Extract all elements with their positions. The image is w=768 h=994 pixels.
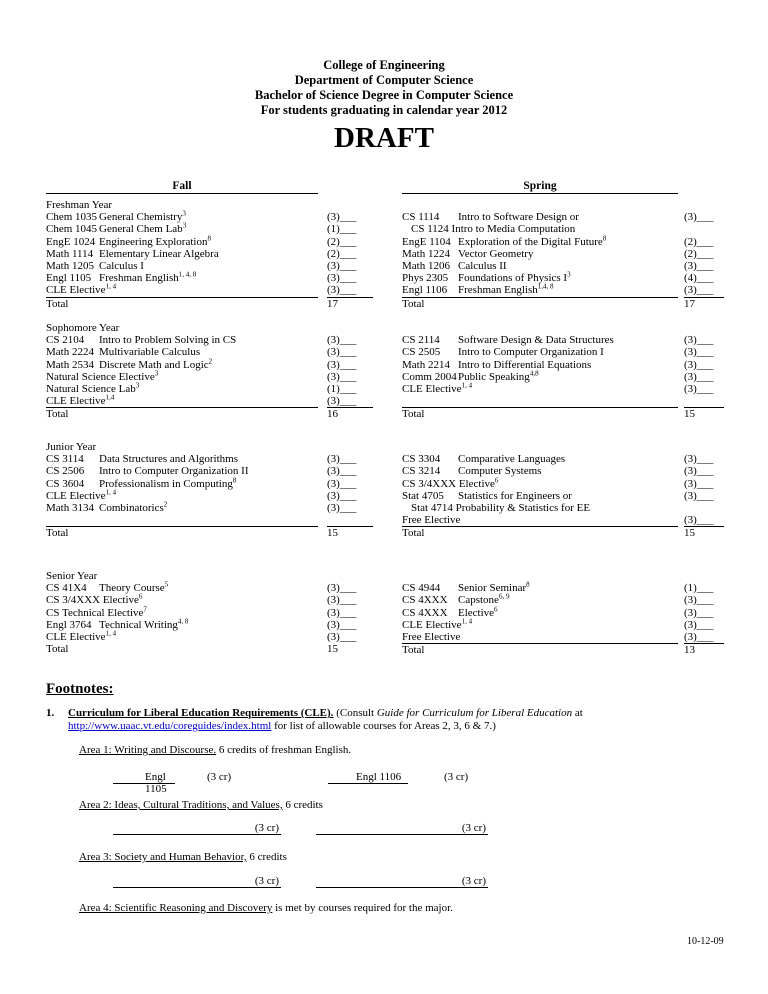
course-code: CS 3/4XXX Elective$^6$ <box>402 475 499 490</box>
freshman-fall-column <box>46 199 318 310</box>
course-line <box>46 284 318 297</box>
course-code: Engl 1106 <box>402 284 448 297</box>
course-title: General Chem Lab$^3$ <box>99 221 187 236</box>
graduation-year: For students graduating in calendar year 2012 <box>260 103 508 117</box>
course-code: Free Elective <box>402 514 461 527</box>
footnote-ref: 3 <box>154 369 159 378</box>
course-title: Engineering Exploration$^8$ <box>99 233 211 248</box>
freshman-spring-total: Total <box>402 297 425 310</box>
course-code: CS 2114 <box>402 334 440 347</box>
area-1-course-1: Engl 1105 <box>145 771 167 795</box>
credit-value: (2)___ <box>684 235 714 248</box>
course-line <box>402 453 678 465</box>
credit-value: (3)___ <box>327 358 357 371</box>
course-code: CLE Elective$^{1,4}$ <box>46 393 115 408</box>
credit-value: (3)___ <box>684 514 724 527</box>
course-code: EngE 1104 <box>402 235 451 248</box>
freshman-year-label: Freshman Year <box>46 199 112 211</box>
course-title: Public Speaking$^{4,8}$ <box>458 369 539 383</box>
credit-value: (3)___ <box>684 453 714 466</box>
footnote-ref: 1, 4 <box>105 488 117 497</box>
area-4 <box>79 902 453 914</box>
course-line <box>402 619 678 631</box>
footnote-ref: 4,8 <box>529 369 539 378</box>
footnote-1-text-b: at <box>572 707 583 719</box>
course-title: Elementary Linear Algebra <box>99 247 219 260</box>
footnote-ref: 6, 9 <box>498 592 510 601</box>
footnote-ref: 1,4, 8 <box>537 282 554 291</box>
credit-value: (3)___ <box>327 395 373 408</box>
area-3-label: Area 3: Society and Human Behavior, <box>79 851 247 863</box>
credit-value: (3)___ <box>684 358 714 371</box>
area-3-credits-2: (3 cr) <box>461 875 486 887</box>
credit-value: (3)___ <box>327 346 357 359</box>
course-line <box>46 453 318 465</box>
credit-value: (3)___ <box>327 630 357 643</box>
sophomore-year-label: Sophomore Year <box>46 322 120 334</box>
course-line <box>46 371 318 383</box>
course-title: Elective$^6$ <box>458 604 498 619</box>
course-code: CS 1114 <box>402 211 440 224</box>
footnote-ref: 3 <box>135 381 140 390</box>
spacer-line <box>46 514 318 527</box>
course-title: Intro to Differential Equations <box>458 358 592 371</box>
credit-value: (3)___ <box>684 211 714 224</box>
course-title: Exploration of the Digital Future$^8$ <box>458 233 607 248</box>
credit-value: (3)___ <box>684 284 724 297</box>
credit-value: (3)___ <box>684 382 714 395</box>
course-code: Math 1205 <box>46 259 94 272</box>
credit-value: (2)___ <box>327 247 357 260</box>
footnote-ref: 2 <box>163 500 168 509</box>
course-line <box>402 248 678 260</box>
course-title: General Chemistry$^3$ <box>99 209 186 224</box>
footnote-1-text-c: for list of allowable courses for Areas 2, 3, 6 & 7.) <box>271 720 496 732</box>
sophomore-spring-total: Total <box>402 408 425 421</box>
footnote-ref: 1, 4 <box>461 617 473 626</box>
credit-value <box>684 223 724 235</box>
credit-value <box>684 502 724 514</box>
course-line <box>402 383 678 395</box>
area-1-desc: 6 credits of freshman English. <box>216 744 352 756</box>
course-line <box>46 223 318 235</box>
area-1-course-2: Engl 1106 <box>356 771 402 783</box>
course-code: CS 2505 <box>402 346 441 359</box>
area-2 <box>79 799 323 811</box>
course-line <box>402 604 678 619</box>
course-line <box>402 631 678 644</box>
course-title: Intro to Software Design or <box>458 211 579 224</box>
junior-spring-credits <box>684 453 724 539</box>
spring-heading: Spring <box>402 179 678 194</box>
footnote-ref: 6 <box>494 475 499 484</box>
footnote-ref: 7 <box>143 604 147 613</box>
course-line <box>46 619 318 631</box>
department-name: Department of Computer Science <box>294 73 474 87</box>
course-line <box>46 383 318 395</box>
footnote-ref: 1, 4 <box>105 282 117 291</box>
area-3-desc: 6 credits <box>246 851 287 863</box>
course-code: CS 4944 <box>402 582 441 595</box>
freshman-spring-column <box>402 211 678 310</box>
degree-name: Bachelor of Science Degree in Computer Science <box>254 88 514 102</box>
course-code: CLE Elective$^{1, 4}$ <box>402 617 473 631</box>
credit-value: (3)___ <box>327 606 357 619</box>
sophomore-fall-credits <box>327 334 373 420</box>
footnote-1-heading: Curriculum for Liberal Education Requirements (CLE). <box>68 707 334 719</box>
course-line <box>46 233 318 248</box>
senior-spring-column <box>402 582 678 656</box>
sophomore-fall-column <box>46 322 318 421</box>
credit-value: (3)___ <box>327 501 357 514</box>
course-code: CS 3/4XXX Elective$^6$ <box>46 592 143 607</box>
course-code: Natural Science Elective$^3$ <box>46 369 159 383</box>
footnote-ref: 2 <box>208 356 213 365</box>
spacer-line <box>684 395 724 408</box>
area-1-course-1-line <box>113 771 175 795</box>
course-title: Vector Geometry <box>458 247 534 260</box>
credit-value: (3)___ <box>327 453 357 466</box>
course-code: CS 2506 <box>46 465 85 478</box>
course-code: CLE Elective$^{1, 4}$ <box>46 629 117 643</box>
area-2-label: Area 2: Ideas, Cultural Traditions, and Values, <box>79 799 283 811</box>
course-line <box>46 346 318 358</box>
course-line <box>46 334 318 346</box>
course-code: Math 2534 <box>46 358 94 371</box>
course-code: CS 3304 <box>402 453 441 466</box>
area-2-course-2-line[interactable] <box>316 822 488 835</box>
course-title: Comparative Languages <box>458 453 566 466</box>
course-line <box>402 371 678 383</box>
spacer-line <box>402 395 678 408</box>
course-title: Intro to Computer Organization II <box>99 465 249 478</box>
senior-year-label: Senior Year <box>46 570 98 582</box>
credit-value: (2)___ <box>327 235 357 248</box>
senior-fall-credits <box>327 582 373 655</box>
freshman-spring-credits <box>684 211 724 310</box>
footnotes-title: Footnotes: <box>46 681 114 697</box>
fall-heading: Fall <box>46 179 318 194</box>
junior-spring-total: Total <box>402 527 425 540</box>
freshman-fall-credits <box>327 211 373 310</box>
footnote-ref: 6 <box>494 604 498 613</box>
course-line <box>402 502 678 514</box>
footnote-ref: 1, 4, 8 <box>178 270 197 279</box>
credit-value: (3)___ <box>684 465 714 478</box>
credit-value: (3)___ <box>327 477 357 490</box>
credit-value: (3)___ <box>684 346 714 359</box>
course-code: Free Elective <box>402 630 461 643</box>
sophomore-spring-total-credits: 15 <box>684 408 695 421</box>
junior-spring-total-credits: 15 <box>684 527 695 540</box>
area-4-desc: is met by courses required for the major. <box>272 902 453 914</box>
course-code: Math 1224 <box>402 247 450 260</box>
course-line <box>46 465 318 477</box>
area-4-label: Area 4: Scientific Reasoning and Discovery <box>79 902 273 914</box>
senior-spring-total: Total <box>402 644 425 657</box>
junior-fall-column <box>46 441 318 540</box>
credit-value: (4)___ <box>684 272 714 285</box>
course-code: Math 2214 <box>402 358 450 371</box>
course-code: CLE Elective$^{1, 4}$ <box>402 381 473 395</box>
freshman-fall-total: Total <box>46 297 69 310</box>
course-line <box>402 334 678 346</box>
course-line <box>402 475 678 490</box>
junior-fall-credits <box>327 453 373 539</box>
credit-value: (3)___ <box>684 259 714 272</box>
course-code: CS 4XXX <box>402 606 448 619</box>
course-line <box>402 260 678 272</box>
senior-fall-total: Total <box>46 643 69 656</box>
credit-value: (3)___ <box>684 477 714 490</box>
course-title: Statistics for Engineers or <box>458 489 572 502</box>
credit-value: (3)___ <box>327 465 357 478</box>
credit-value: (3)___ <box>327 370 357 383</box>
course-code: Chem 1035 <box>46 211 98 224</box>
area-1 <box>79 744 351 756</box>
course-code: Natural Science Lab$^3$ <box>46 381 140 395</box>
course-line <box>402 490 678 502</box>
area-2-desc: 6 credits <box>282 799 323 811</box>
footnote-ref: 3 <box>182 209 186 218</box>
area-3-credits-1: (3 cr) <box>254 875 279 887</box>
credit-value: (3)___ <box>327 284 373 297</box>
area-1-course-2-line <box>328 771 408 784</box>
area-1-credits-1: (3 cr) <box>207 771 232 783</box>
college-name: College of Engineering <box>323 58 445 72</box>
document-header <box>0 58 768 118</box>
freshman-spring-total-credits: 17 <box>684 297 695 310</box>
course-title: CS 1124 Intro to Media Computation <box>411 223 576 236</box>
credit-value: (3)___ <box>684 618 714 631</box>
area-3 <box>79 851 287 863</box>
course-title: Theory Course$^5$ <box>99 580 169 595</box>
course-code: Stat 4705 <box>402 489 444 502</box>
course-code: EngE 1024 <box>46 235 96 248</box>
area-1-credits-2: (3 cr) <box>444 771 469 783</box>
course-line <box>402 284 678 297</box>
course-line <box>46 248 318 260</box>
credit-value: (3)___ <box>327 259 357 272</box>
footnote-ref: 8 <box>232 475 237 484</box>
credit-value: (2)___ <box>684 247 714 260</box>
footnote-ref: 8 <box>207 233 211 242</box>
course-line <box>46 582 318 594</box>
credit-value: (3)___ <box>684 631 724 644</box>
credit-value: (1)___ <box>327 223 357 236</box>
course-title: Calculus II <box>458 259 507 272</box>
junior-fall-total-credits: 15 <box>327 527 338 540</box>
freshman-fall-total-credits: 17 <box>327 297 338 310</box>
credit-value: (3)___ <box>684 489 714 502</box>
course-line <box>46 395 318 408</box>
cle-guide-link[interactable]: http://www.uaac.vt.edu/coreguides/index.html <box>68 720 272 732</box>
footnote-ref: 1,4 <box>105 393 115 402</box>
credit-value: (3)___ <box>327 334 357 347</box>
course-code: Math 3134 <box>46 501 94 514</box>
credit-value: (3)___ <box>684 606 714 619</box>
credit-value: (1)___ <box>684 582 714 595</box>
sophomore-spring-column <box>402 334 678 420</box>
footnote-ref: 3 <box>182 221 187 230</box>
credit-value: (3)___ <box>327 594 357 607</box>
junior-fall-total: Total <box>46 527 69 540</box>
course-code: Phys 2305 <box>402 272 449 285</box>
footnote-ref: 8 <box>526 580 530 589</box>
course-code: CS 3214 <box>402 465 441 478</box>
junior-spring-column <box>402 453 678 539</box>
credit-value: (3)___ <box>327 489 357 502</box>
junior-year-label: Junior Year <box>46 441 97 453</box>
footnote-ref: 1, 4 <box>461 381 473 390</box>
course-title: Calculus I <box>99 259 144 272</box>
course-line <box>46 502 318 514</box>
course-code: CS Technical Elective$^7$ <box>46 604 147 619</box>
course-code: Math 2224 <box>46 346 94 359</box>
area-3-course-1-line[interactable] <box>113 875 281 888</box>
spacer-line <box>327 514 373 527</box>
course-line <box>46 594 318 606</box>
footnote-number: 1. <box>46 707 55 719</box>
footnote-ref: 1, 4 <box>105 629 117 638</box>
course-line <box>46 475 318 490</box>
sophomore-fall-total: Total <box>46 408 69 421</box>
course-code: Math 1206 <box>402 259 450 272</box>
credit-value: (3)___ <box>327 272 357 285</box>
course-title: Senior Seminar$^8$ <box>458 580 530 595</box>
credit-value: (3)___ <box>327 211 357 224</box>
course-code: CS 3114 <box>46 453 84 466</box>
course-code: CS 3604 <box>46 477 85 490</box>
course-line <box>402 233 678 248</box>
course-line <box>46 272 318 284</box>
course-line <box>402 514 678 527</box>
area-2-credits-2: (3 cr) <box>461 822 486 834</box>
course-line <box>402 346 678 358</box>
course-title: Freshman English$^{1,4, 8}$ <box>458 282 554 297</box>
senior-fall-column <box>46 570 318 655</box>
course-title: Stat 4714 Probability & Statistics for EE <box>411 501 591 514</box>
course-line <box>402 211 678 223</box>
credit-value: (1)___ <box>327 382 357 395</box>
course-line <box>402 359 678 371</box>
course-code: Comm 2004 <box>402 370 457 383</box>
course-code: CLE Elective$^{1, 4}$ <box>46 282 117 297</box>
course-title: Computer Systems <box>458 465 542 478</box>
area-2-credits-1: (3 cr) <box>254 822 279 834</box>
course-title: Intro to Computer Organization I <box>458 346 604 359</box>
footnote-ref: 6 <box>138 592 143 601</box>
course-title: Data Structures and Algorithms <box>99 453 239 466</box>
senior-fall-total-credits: 15 <box>327 643 338 656</box>
sophomore-spring-credits <box>684 334 724 420</box>
course-code: CS 2104 <box>46 334 85 347</box>
sophomore-fall-total-credits: 16 <box>327 408 338 421</box>
area-1-label: Area 1: Writing and Discourse. <box>79 744 217 756</box>
course-title: Freshman English$^{1, 4, 8}$ <box>99 270 197 285</box>
area-3-course-2-line[interactable] <box>316 875 488 888</box>
course-line <box>402 223 678 235</box>
course-line <box>402 594 678 606</box>
course-title: Intro to Problem Solving in CS <box>99 334 237 347</box>
course-code: CS 4XXX <box>402 594 448 607</box>
course-title: Foundations of Physics $I^3$ <box>458 270 571 285</box>
course-code: Math 1114 <box>46 247 94 260</box>
credit-value: (3)___ <box>327 582 357 595</box>
course-code: CS 41X4 <box>46 582 87 595</box>
course-code: CLE Elective$^{1, 4}$ <box>46 488 117 502</box>
course-title: Professionalism in Computing$^8$ <box>99 475 237 490</box>
footnote-ref: 4, 8 <box>177 617 189 626</box>
course-title: Technical Writing$^{4, 8}$ <box>99 617 189 631</box>
course-line <box>46 356 318 371</box>
course-title: Discrete Math and Logic$^2$ <box>99 356 213 371</box>
footnote-ref: 5 <box>164 580 169 589</box>
course-title: Combinatorics$^2$ <box>99 500 168 514</box>
course-line <box>402 582 678 594</box>
senior-spring-total-credits: 13 <box>684 644 695 657</box>
course-code: Chem 1045 <box>46 223 98 236</box>
footnote-1-text-a: (Consult <box>333 707 377 719</box>
course-title: Software Design & Data Structures <box>458 334 614 347</box>
footnote-ref: 8 <box>602 233 607 242</box>
course-title: Multivariable Calculus <box>99 346 201 359</box>
senior-spring-credits <box>684 582 724 656</box>
area-2-course-1-line[interactable] <box>113 822 281 835</box>
course-code: Engl 1105 <box>46 272 92 285</box>
credit-value: (3)___ <box>327 618 357 631</box>
course-title: Capstone$^{6, 9}$ <box>458 592 510 607</box>
course-code: Engl 3764 <box>46 618 92 631</box>
course-line <box>46 490 318 502</box>
course-line <box>46 631 318 643</box>
course-line <box>402 465 678 477</box>
revision-date: 10-12-09 <box>687 936 724 947</box>
footnote-1-guide-title: Guide for Curriculum for Liberal Education <box>376 707 573 719</box>
credit-value: (3)___ <box>684 334 714 347</box>
footnote-ref: 3 <box>567 270 571 279</box>
credit-value: (3)___ <box>684 370 714 383</box>
draft-title: DRAFT <box>334 122 434 154</box>
credit-value: (3)___ <box>684 594 714 607</box>
